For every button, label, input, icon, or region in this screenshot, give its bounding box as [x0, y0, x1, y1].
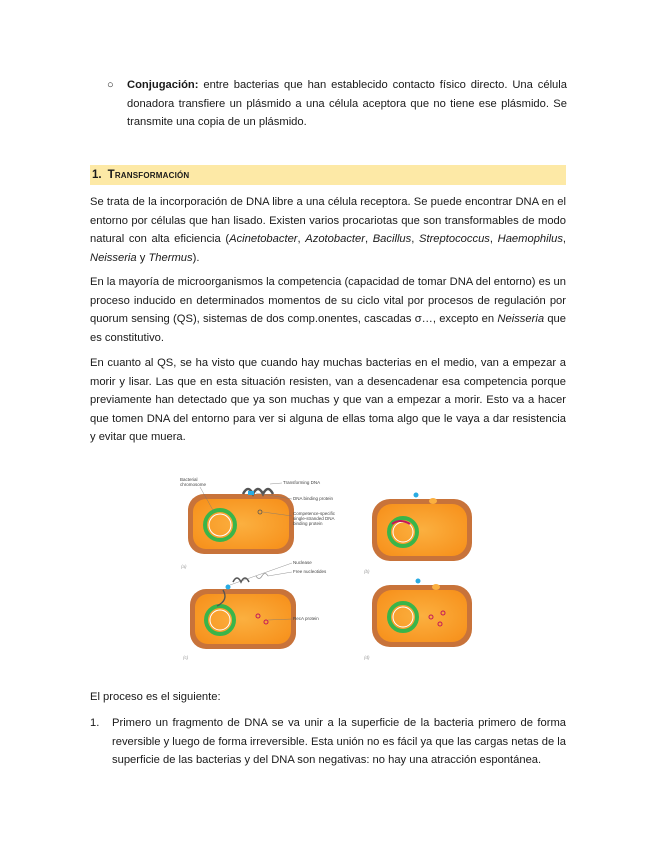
- species-name: Haemophilus: [497, 233, 563, 245]
- section-heading: [90, 165, 566, 185]
- panel-b: [364, 493, 472, 575]
- section-title: Transformación: [107, 169, 190, 181]
- free-nucleotides: [256, 574, 268, 579]
- species-name: Acinetobacter: [229, 233, 298, 245]
- label-free-nucleotides: Free nucleotides: [293, 569, 327, 574]
- separator: y: [136, 251, 149, 264]
- transformation-diagram: [178, 472, 480, 664]
- bullet-text: entre bacterias que han establecido contacto físico directo. Una célula donadora transfiere un plásmido a una célula aceptora que no tiene ese plásmido. Se transmite una copia de un plásmido.: [127, 79, 567, 128]
- paragraph-1: [90, 193, 566, 267]
- conjugation-bullet: [107, 76, 567, 132]
- label-nuclease: Nuclease: [293, 560, 312, 565]
- paragraph-2: [90, 273, 566, 347]
- species-name: Thermus: [148, 251, 193, 264]
- label-competence-3: binding protein: [293, 521, 323, 526]
- competence-protein: [432, 584, 440, 590]
- species-name: Bacillus: [372, 233, 412, 245]
- panel-mark: (a): [181, 564, 187, 569]
- step-number: 1.: [90, 717, 100, 729]
- separator: ,: [364, 233, 373, 245]
- panel-c: [183, 560, 327, 660]
- transforming-dna-strand: [233, 578, 249, 582]
- label-reca-protein: RecA protein: [293, 616, 319, 621]
- step-text: Primero un fragmento de DNA se va unir a la superficie de la bacteria primero de forma reversible y luego de forma irreversible. Esta unión no es fácil ya que las cargas netas de la superficie de las bacterias y del DNA son negativas: no hay una atracción espontánea.: [112, 717, 566, 766]
- p2-text: En la mayoría de microorganismos la competencia (capacidad de tomar DNA del entorno) es un proceso inducido en determinados momentos de su ciclo vital por procesos de regulación por quorum sensing (QS), sistemas de dos comp.onentes, cascadas σ…, excepto en: [90, 276, 566, 325]
- bullet-term: Conjugación:: [127, 79, 199, 91]
- p1-text: Se trata de la incorporación de DNA libre a una célula receptora. Se puede encontrar DNA en el entorno por células que han lisado. Existen varios procariotas que son transformables de modo natural con alta eficiencia (: [90, 196, 566, 245]
- section-number: 1.: [92, 169, 102, 181]
- hollow-bullet-icon: ○: [107, 79, 114, 91]
- p2-end: que es constitutivo.: [90, 313, 566, 344]
- label-chromosome: chromosome: [180, 482, 207, 487]
- p1-end: ).: [192, 251, 200, 264]
- panel-mark: (c): [183, 655, 189, 660]
- species-name: Neisseria: [497, 313, 545, 325]
- leader-line: [270, 483, 282, 484]
- panel-a: [180, 477, 336, 569]
- dna-binding-protein: [248, 491, 254, 495]
- separator: ,: [562, 233, 567, 245]
- paragraph-3: En cuanto al QS, se ha visto que cuando hay muchas bacterias en el medio, van a empezar a morir y lisar. Las que en esta situación resisten, van a desencadenar esa competencia porque previamente han detectado que ya son muchas y que van a empezar a morir. Esto va a hacer que tomen DNA del entorno para ver si alguna de ellas toma algo que le vaya a dar resistencia y evitar que muera.: [90, 357, 566, 443]
- separator: ,: [489, 233, 498, 245]
- label-dna-binding-protein: DNA binding protein: [293, 496, 334, 501]
- label-competence-1: Competence-specific: [293, 511, 336, 516]
- panel-mark: (b): [364, 569, 370, 574]
- dna-binding-protein: [414, 493, 419, 498]
- cell-cytoplasm: [195, 594, 291, 644]
- transformation-figure: [178, 472, 480, 664]
- competence-protein: [429, 498, 437, 504]
- label-transforming-dna: Transforming DNA: [283, 480, 321, 485]
- panel-mark: (d): [364, 655, 370, 660]
- process-step-1: [90, 714, 566, 770]
- label-competence-2: single-stranded DNA: [293, 516, 335, 521]
- leader-line: [268, 572, 292, 576]
- label-bacterial: Bacterial: [180, 477, 198, 482]
- species-name: Neisseria: [90, 251, 137, 264]
- dna-binding-protein: [416, 579, 421, 584]
- process-intro: El proceso es el siguiente:: [90, 691, 221, 703]
- panel-d: [364, 579, 472, 661]
- leader-line: [230, 563, 292, 585]
- species-name: Streptococcus: [419, 233, 490, 245]
- separator: ,: [297, 233, 306, 245]
- cell-cytoplasm: [193, 499, 289, 549]
- separator: ,: [411, 233, 419, 245]
- nuclease: [226, 585, 231, 590]
- species-name: Azotobacter: [305, 233, 365, 245]
